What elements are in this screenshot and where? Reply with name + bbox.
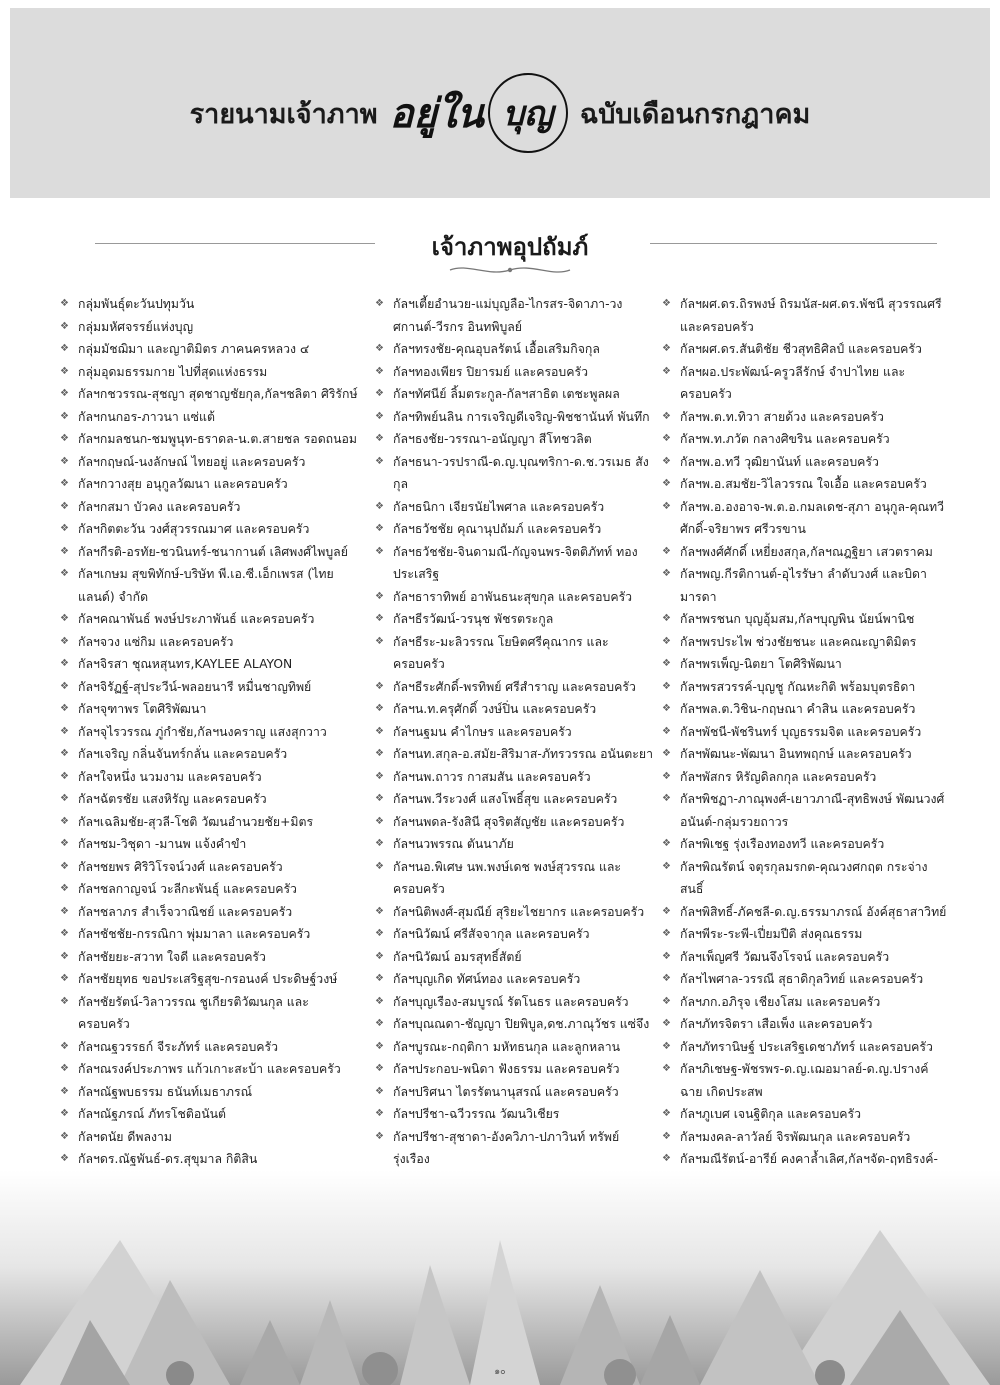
header-title-left: รายนามเจ้าภาพ — [189, 98, 378, 130]
logo-word-2: บุญ — [502, 94, 554, 134]
sponsor-list-item: ❖ กัลฯพ.อ.ทวี วุฒิยานันท์ และครอบครัว — [662, 451, 947, 474]
sponsor-list-item: ❖ กัลฯทิพย์นลิน การเจริญดีเจริญ-พิชชานันท์ พันทึก — [375, 406, 655, 429]
sponsor-list-item: ❖ กัลฯภูเบศ เจนฐิติกุล และครอบครัว — [662, 1103, 947, 1126]
section-heading — [0, 225, 1000, 275]
sponsor-list-item: ❖ กัลฯเจริญ กลิ่นจันทร์กลั่น และครอบครัว — [60, 743, 360, 766]
sponsor-list-item: ❖ กัลฯพัชนี-พัชรินทร์ บุญธรรมจิต และครอบครัว — [662, 721, 947, 744]
sponsor-list-item: ❖ กัลฯไพศาล-วรรณี สุธาดิกุลวิทย์ และครอบครัว — [662, 968, 947, 991]
sponsor-list-item: ❖ กัลฯพ.ท.ภวัต กลางศิขริน และครอบครัว — [662, 428, 947, 451]
sponsor-list-item: ❖ กัลฯชัยรัตน์-วิลาวรรณ ชูเกียรติวัฒนกุล และครอบครัว — [60, 991, 360, 1036]
sponsor-list-item: ❖ กัลฯดร.ณัฐพันธ์-ดร.สุขุมาล กิติสิน — [60, 1148, 360, 1171]
sponsor-list-item: ❖ กัลฯทรงชัย-คุณอุบลรัตน์ เอื้อเสริมกิจกุล — [375, 338, 655, 361]
sponsor-list-item: ❖ กัลฯพิเชฐ รุ่งเรืองทองทวี และครอบครัว — [662, 833, 947, 856]
sponsor-list-item: ❖ กัลฯทองเพียร ปิยารมย์ และครอบครัว — [375, 361, 655, 384]
sponsor-list-item: ❖ กัลฯพรประไพ ช่วงชัยชนะ และคณะญาติมิตร — [662, 631, 947, 654]
sponsor-list-item: ❖ กลุ่มมัชฌิมา และญาติมิตร ภาคนครหลวง ๔ — [60, 338, 360, 361]
sponsor-list-item: ❖ กัลฯกีรติ-อรทัย-ชวนินทร์-ชนากานต์ เลิศพงศ์ไพบูลย์ — [60, 541, 360, 564]
sponsor-list-item: ❖ กัลฯชัชชัย-กรรณิกา พุ่มมาลา และครอบครัว — [60, 923, 360, 946]
header-title-row — [10, 68, 990, 158]
sponsor-list-item: ❖ กัลฯณฐวรรธก์ จีระภัทร์ และครอบครัว — [60, 1036, 360, 1059]
sponsor-list-item: ❖ กัลฯพิณรัตน์ จตุรกุลมรกต-คุณวงศกฤต กระจ่างสนธิ์ — [662, 856, 947, 901]
sponsor-list-item: ❖ กัลฯกวางสุย อนุกูลวัฒนา และครอบครัว — [60, 473, 360, 496]
sponsor-list-item: ❖ กัลฯนท.สกุล-อ.สมัย-สิริมาส-ภัทรวรรณ อนันตะยา — [375, 743, 655, 766]
header-banner — [10, 8, 990, 198]
sponsor-list-item: ❖ กัลฯเฉลิมชัย-สุวลี-โชติ วัฒนอำนวยชัย+มิตร — [60, 811, 360, 834]
sponsor-list-item: ❖ กัลฯผศ.ดร.สันติชัย ชีวสุทธิศิลป์ และครอบครัว — [662, 338, 947, 361]
section-title: เจ้าภาพอุปถัมภ์ — [431, 233, 589, 261]
sponsor-list-item: ❖ กัลฯดนัย ดีพลงาม — [60, 1126, 360, 1149]
sponsor-list-item: ❖ กัลฯจุไรวรรณ ภู่กำชัย,กัลฯนงคราญ แสงสุกวาว — [60, 721, 360, 744]
sponsor-list-item: ❖ กัลฯใจหนึ่ง นวมงาม และครอบครัว — [60, 766, 360, 789]
sponsor-list-item: ❖ กัลฯธนา-วรปราณี-ด.ญ.บุณฑริกา-ด.ช.วรเมธ สังกุล — [375, 451, 655, 496]
sponsor-list-item: ❖ กัลฯจิรัฏฐ์-สุประวีน์-พลอยนารี หมื่นชาญทิพย์ — [60, 676, 360, 699]
sponsor-list-item: ❖ กัลฯผอ.ประพัฒน์-ครูวลีรักษ์ จำปาไทย และครอบครัว — [662, 361, 947, 406]
sponsor-list-item: ❖ กัลฯธาราทิพย์ อาพันธนะสุขกุล และครอบครัว — [375, 586, 655, 609]
sponsor-list-item: ❖ กัลฯจิรสา ชุณหสุนทร,KAYLEE ALAYON — [60, 653, 360, 676]
sponsor-list-item: ❖ กัลฯธงชัย-วรรณา-อนัญญา สีโทชวลิต — [375, 428, 655, 451]
sponsor-list-item: ❖ กัลฯนพดล-รังสินี สุจริตสัญชัย และครอบครัว — [375, 811, 655, 834]
sponsor-list-item: ❖ กัลฯกสมา บัวคง และครอบครัว — [60, 496, 360, 519]
sponsor-list-item: ❖ กัลฯพงศ์ศักดิ์ เหยี่ยงสกุล,กัลฯณฎฐิยา เสวตราคม — [662, 541, 947, 564]
title-rule-left — [95, 243, 375, 244]
sponsor-list-item: ❖ กัลฯพรสวรรค์-บุญชู กัณหะกิติ พร้อมบุตรธิดา — [662, 676, 947, 699]
sponsor-list-item: ❖ กัลฯนพ.วีระวงศ์ แสงโพธิ์สุข และครอบครัว — [375, 788, 655, 811]
sponsor-list-item: ❖ กัลฯนิติพงศ์-สุมณีย์ สุริยะไชยากร และครอบครัว — [375, 901, 655, 924]
sponsor-list-item: ❖ กัลฯปรีชา-สุชาดา-อังควิภา-ปภาวินท์ ทรัพย์รุ่งเรือง — [375, 1126, 655, 1171]
sponsor-list-item: ❖ กัลฯเตี้ยอำนวย-แม่บุญลือ-ไกรสร-จิดาภา-วงศกานต์-วีรกร อินทพิบูลย์ — [375, 293, 655, 338]
sponsor-list-item: ❖ กัลฯน.ท.ครุศักดิ์ วงษ์ปิ่น และครอบครัว — [375, 698, 655, 721]
sponsor-list-item: ❖ กัลฯธนิกา เจียรนัยไพศาล และครอบครัว — [375, 496, 655, 519]
sponsor-column-3 — [662, 293, 947, 1193]
sponsor-list-item: ❖ กัลฯนอ.พิเศษ นพ.พงษ์เดช พงษ์สุวรรณ และครอบครัว — [375, 856, 655, 901]
sponsor-list-item: ❖ กัลฯบูรณะ-กฤติกา มหัทธนกุล และลูกหลาน — [375, 1036, 655, 1059]
sponsor-list-item: ❖ กัลฯพญ.กีรติกานต์-อุไรรัษา ลำดับวงศ์ และบิดามารดา — [662, 563, 947, 608]
sponsor-list-item: ❖ กัลฯกฤษณ์-นงลักษณ์ ไทยอยู่ และครอบครัว — [60, 451, 360, 474]
sponsor-list-item: ❖ กัลฯพรชนก บุญอุ้มสม,กัลฯบุญพิน นัยน์พานิช — [662, 608, 947, 631]
sponsor-list-item: ❖ กัลฯภิเชษฐ-พัชรพร-ด.ญ.เฌอมาลย์-ด.ญ.ปรางค์ฉาย เกิดประสพ — [662, 1058, 947, 1103]
logo-word-1: อยู่ใน — [389, 90, 484, 137]
sponsor-list-item: ❖ กัลฯพัสกร หิรัญดิลกกุล และครอบครัว — [662, 766, 947, 789]
page-number: ๑๐ — [494, 1367, 506, 1377]
sponsor-list-item: ❖ กัลฯมงคล-ลาวัลย์ จิรพัฒนกุล และครอบครัว — [662, 1126, 947, 1149]
sponsor-list-item: ❖ กัลฯธวัชชัย คุณานุปถัมภ์ และครอบครัว — [375, 518, 655, 541]
logo-circle — [488, 73, 568, 153]
sponsor-columns — [0, 293, 1000, 1213]
sponsor-list-item: ❖ กัลฯพีระ-ระพี-เปี่ยมปีติ ส่งคุณธรรม — [662, 923, 947, 946]
sponsor-list-item: ❖ กัลฯจวง แซ่กิม และครอบครัว — [60, 631, 360, 654]
sponsor-list-item: ❖ กัลฯนิวัฒน์ อมรสุทธิ์สัตย์ — [375, 946, 655, 969]
sponsor-list-item: ❖ กัลฯจุฑาพร โตศิริพัฒนา — [60, 698, 360, 721]
sponsor-list-item: ❖ กัลฯมณีรัตน์-อารีย์ คงคาล้ำเลิศ,กัลฯจัด-ฤทธิรงค์- — [662, 1148, 947, 1193]
sponsor-list-item: ❖ กลุ่มมหัศจรรย์แห่งบุญ — [60, 316, 360, 339]
sponsor-list-item: ❖ กัลฯธีระ-มะลิวรรณ โยษิตศรีคุณากร และครอบครัว — [375, 631, 655, 676]
sponsor-list-item: ❖ กัลฯกชวรรณ-สุชญา สุดชาญชัยกุล,กัลฯชลิตา ศิริรักษ์ — [60, 383, 360, 406]
sponsor-list-item: ❖ กัลฯคณาพันธ์ พงษ์ประภาพันธ์ และครอบครัว — [60, 608, 360, 631]
sponsor-list-item: ❖ กัลฯชยพร ศิริวิโรจน์วงศ์ และครอบครัว — [60, 856, 360, 879]
sponsor-list-item: ❖ กัลฯเกษม สุขพิทักษ์-บริษัท พี.เอ.ซี.เอ็กเพรส (ไทยแลนด์) จำกัด — [60, 563, 360, 608]
sponsor-list-item: ❖ กัลฯธีรวัฒน์-วรนุช พัชรตระกูล — [375, 608, 655, 631]
sponsor-list-item: ❖ กัลฯภก.อภิรุจ เชียงโสม และครอบครัว — [662, 991, 947, 1014]
sponsor-column-1 — [60, 293, 360, 1193]
sponsor-list-item: ❖ กัลฯณรงค์ประภาพร แก้วเกาะสะบ้า และครอบครัว — [60, 1058, 360, 1081]
sponsor-list-item: ❖ กัลฯฉัตรชัย แสงหิรัญ และครอบครัว — [60, 788, 360, 811]
sponsor-list-item: ❖ กัลฯธีระศักดิ์-พรทิพย์ ศรีสำราญ และครอบครัว — [375, 676, 655, 699]
sponsor-list-item: ❖ กัลฯกิตตะวัน วงศ์สุวรรณมาศ และครอบครัว — [60, 518, 360, 541]
sponsor-list-item: ❖ กัลฯนฐมน คำไกษร และครอบครัว — [375, 721, 655, 744]
sponsor-list-item: ❖ กัลฯพัฒนะ-พัฒนา อินทพฤกษ์ และครอบครัว — [662, 743, 947, 766]
sponsor-column-2 — [375, 293, 655, 1261]
sponsor-list-item: ❖ กัลฯกนกอร-ภาวนา แซ่แต้ — [60, 406, 360, 429]
sponsor-list-item: ❖ กัลฯพิสิทธิ์-ภัคชลี-ด.ญ.ธรรมาภรณ์ อังค์สุธาสาวิทย์ — [662, 901, 947, 924]
sponsor-list-item: ❖ กัลฯปริศนา ไตรรัตนานุสรณ์ และครอบครัว — [375, 1081, 655, 1104]
magazine-logo — [390, 73, 568, 153]
sponsor-list-item: ❖ กัลฯประกอบ-พนิดา ฟังธรรม และครอบครัว — [375, 1058, 655, 1081]
header-title-right: ฉบับเดือนกรกฎาคม — [579, 98, 811, 130]
sponsor-list-item: ❖ กัลฯชม-วิชุดา -มานพ แจ้งคำขำ — [60, 833, 360, 856]
sponsor-list-item: ❖ กัลฯนวพรรณ ตันนาภัย — [375, 833, 655, 856]
sponsor-list-item: ❖ กัลฯชัยยุทธ ขอประเสริฐสุข-กรอนงค์ ประดิษฐ์วงษ์ — [60, 968, 360, 991]
sponsor-list-item: ❖ กัลฯพล.ต.วิชิน-กฤษณา คำสิน และครอบครัว — [662, 698, 947, 721]
sponsor-list-item: ❖ กัลฯพิชฏา-ภาณุพงศ์-เยาวภาณี-สุทธิพงษ์ พัฒนวงศ์อนันต์-กลุ่มรวยถาวร — [662, 788, 947, 833]
sponsor-list-item: ❖ กัลฯนิวัฒน์ ศรีสัจจากุล และครอบครัว — [375, 923, 655, 946]
sponsor-list-item: ❖ กลุ่มอุดมธรรมกาย ไปที่สุดแห่งธรรม — [60, 361, 360, 384]
sponsor-list-item: ❖ กัลฯทัศนีย์ ลิ้มตระกูล-กัลฯสาธิต เตชะพูลผล — [375, 383, 655, 406]
sponsor-list-item: ❖ กัลฯผศ.ดร.ถิรพงษ์ ถิรมนัส-ผศ.ดร.พัชนี สุวรรณศรี และครอบครัว — [662, 293, 947, 338]
sponsor-list-item: ❖ กัลฯเพ็ญศรี วัฒนจึงโรจน์ และครอบครัว — [662, 946, 947, 969]
sponsor-list-item: ❖ กัลฯธวัชชัย-จินดามณี-กัญจนพร-จิตติภัทท์ ทองประเสริฐ — [375, 541, 655, 586]
sponsor-list-item: ❖ กัลฯปรีชา-ฉวีวรรณ วัฒนวิเชียร — [375, 1103, 655, 1126]
sponsor-list-item: ❖ กัลฯพ.ต.ท.ทิวา สายด้วง และครอบครัว — [662, 406, 947, 429]
sponsor-list-item: ❖ กัลฯกมลชนก-ชมพูนุท-ธราดล-น.ต.สายชล รอดถนอม — [60, 428, 360, 451]
sponsor-list-item: ❖ กัลฯชลกาญจน์ วะลีกะพันธุ์ และครอบครัว — [60, 878, 360, 901]
title-rule-right — [650, 243, 937, 244]
sponsor-list-item: ❖ กัลฯพ.อ.สมชัย-วิไลวรรณ ใจเอื้อ และครอบครัว — [662, 473, 947, 496]
sponsor-list-item: ❖ กัลฯพ.อ.องอาจ-พ.ต.อ.กมลเดช-สุภา อนุกูล-คุณทวีศักดิ์-จริยาพร ศรีวรขาน — [662, 496, 947, 541]
crystal-footer-art — [0, 1170, 1000, 1385]
sponsor-list-item: ❖ กัลฯณัฐพบธรรม ธนันท์เมธาภรณ์ — [60, 1081, 360, 1104]
sponsor-list-item: ❖ กัลฯภัทรานิษฐ์ ประเสริฐเดชาภัทร์ และครอบครัว — [662, 1036, 947, 1059]
sponsor-list-item: ❖ กัลฯพรเพ็ญ-นิตยา โตศิริพัฒนา — [662, 653, 947, 676]
sponsor-list-item: ❖ กัลฯบุญเรือง-สมบูรณ์ รัตโนธร และครอบครัว — [375, 991, 655, 1014]
sponsor-list-item: ❖ กัลฯชัยยะ-สวาท ใจดี และครอบครัว — [60, 946, 360, 969]
sponsor-list-item: ❖ กัลฯชลาภร สำเร็จวาณิชย์ และครอบครัว — [60, 901, 360, 924]
ornament-flourish-icon — [448, 263, 572, 277]
sponsor-list-item: ❖ กัลฯนพ.ถาวร กาสมสัน และครอบครัว — [375, 766, 655, 789]
sponsor-list-item: ❖ กัลฯณัฐภรณ์ ภัทรโชติอนันต์ — [60, 1103, 360, 1126]
sponsor-list-item: ❖ กัลฯบุญเกิด ทัศน์ทอง และครอบครัว — [375, 968, 655, 991]
sponsor-list-item: ❖ กัลฯภัทรจิตรา เสือเพ็ง และครอบครัว — [662, 1013, 947, 1036]
sponsor-list-item: ❖ กัลฯบุณณดา-ชัญญา ปิยพิบูล,ดช.ภาณุวัชร แซ่จึง — [375, 1013, 655, 1036]
sponsor-list-item: ❖ กลุ่มพันธุ์ตะวันปทุมวัน — [60, 293, 360, 316]
